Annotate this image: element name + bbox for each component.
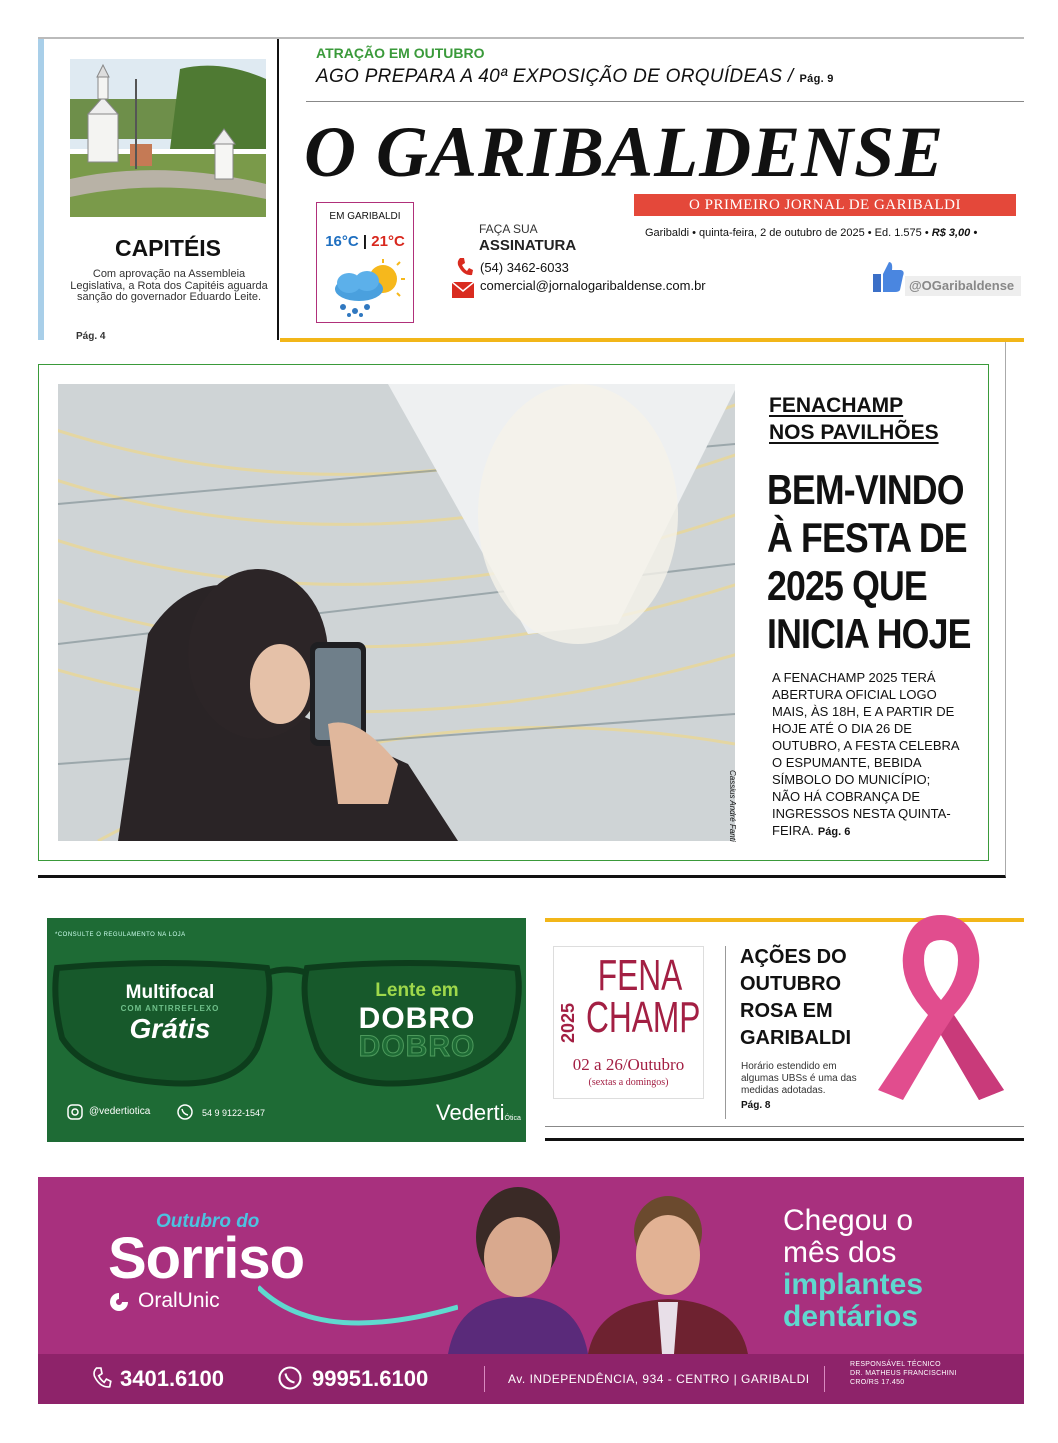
oral-address: Av. INDEPENDÊNCIA, 934 - CENTRO | GARIBALDI <box>508 1372 810 1386</box>
ad-vederti[interactable] <box>47 918 526 1142</box>
subscription-phone[interactable]: (54) 3462-6033 <box>480 260 569 275</box>
sidebar-page: Pág. 4 <box>76 331 106 342</box>
oral-brand: OralUnic <box>138 1289 220 1312</box>
main-headline-line: INICIA HOJE <box>767 610 971 657</box>
rosa-title-line: GARIBALDI <box>740 1027 852 1049</box>
ad-fine-print: *CONSULTE O REGULAMENTO NA LOJA <box>55 932 186 938</box>
fenachamp-logo <box>553 946 704 1099</box>
masthead-tagline: O PRIMEIRO JORNAL DE GARIBALDI <box>634 194 1016 216</box>
ad-left-3: Grátis <box>129 1013 211 1044</box>
oral-headline-4: dentários <box>783 1300 919 1333</box>
masthead-title: O GARIBALDENSE <box>304 112 945 192</box>
instagram-icon <box>67 1104 83 1120</box>
subscription-line1: FAÇA SUA <box>479 222 538 236</box>
weather-min: 16°C <box>325 233 359 250</box>
subscription-line2[interactable]: ASSINATURA <box>479 237 577 254</box>
sidebar-text: Com aprovação na Assembleia Legislativa, a Rota dos Capitéis aguarda sanção do governador Eduardo Leite. <box>70 268 268 303</box>
main-lead-text: A FENACHAMP 2025 TERÁ ABERTURA OFICIAL LOGO MAIS, ÀS 18H, E A PARTIR DE HOJE ATÉ O DIA 26 DE OUTUBRO, A FESTA CELEBRA O ESPUMANTE, BEBIDA SÍMBOLO DO MUNICÍPIO; NÃO HÁ COBRANÇA DE INGRESSOS NESTA QUINTA-FEIRA. <box>772 670 959 838</box>
weather-sep: | <box>362 233 368 250</box>
oral-big-title: Sorriso <box>108 1226 305 1291</box>
main-headline-line: BEM-VINDO <box>767 466 964 513</box>
oral-headline-top <box>783 1205 913 1269</box>
teaser-kicker: ATRAÇÃO EM OUTUBRO <box>316 45 485 61</box>
header-rule <box>306 101 1024 102</box>
fena-logo-year: 2025 <box>558 1002 578 1043</box>
rosa-bottom-rule-thick <box>545 1138 1024 1141</box>
weather-max: 21°C <box>371 233 405 250</box>
sidebar-title: CAPITÉIS <box>114 235 222 261</box>
ad-vederti-left <box>95 982 245 1045</box>
rosa-title-line: OUTUBRO <box>740 973 842 995</box>
chapel-photo <box>70 59 266 217</box>
teaser-headline-text: AGO PREPARA A 40ª EXPOSIÇÃO DE ORQUÍDEAS / <box>316 66 794 87</box>
ad-right-1: Lente em <box>375 980 459 1001</box>
main-kicker-line1: FENACHAMP <box>769 394 904 417</box>
photo-credit: Cassius André Fanti <box>728 770 737 842</box>
thumbs-up-icon <box>873 260 905 294</box>
oral-resp-2: DR. MATHEUS FRANCISCHINI <box>850 1370 957 1377</box>
sidebar-teaser[interactable] <box>38 39 279 340</box>
ad-brand-name: Vederti <box>436 1100 505 1125</box>
weather-box <box>316 202 414 323</box>
dateline <box>645 227 977 239</box>
oral-resp-3: CRO/RS 17.450 <box>850 1379 905 1386</box>
fena-logo-dates: 02 a 26/Outubro <box>572 1055 685 1074</box>
oralunic-logo-icon <box>108 1291 130 1313</box>
whatsapp-icon <box>278 1366 302 1390</box>
rosa-bottom-rule <box>545 1126 1024 1127</box>
oral-headline-2: mês dos <box>783 1236 897 1269</box>
weather-label: EM GARIBALDI <box>329 211 401 222</box>
main-lead <box>772 669 960 841</box>
ad-instagram: @vedertiotica <box>89 1106 151 1117</box>
phone-icon <box>92 1367 112 1389</box>
oral-headline-bottom <box>783 1269 923 1333</box>
main-story-photo <box>58 384 735 841</box>
main-headline-line: À FESTA DE <box>767 514 967 561</box>
rosa-separator <box>725 946 726 1119</box>
doctors-photo <box>438 1177 768 1354</box>
teaser-page: Pág. 9 <box>799 73 834 85</box>
main-page: Pág. 6 <box>817 826 851 838</box>
oral-phone-1[interactable]: 3401.6100 <box>120 1366 224 1391</box>
ad-right-2: DOBRO <box>358 1002 476 1035</box>
oral-separator <box>484 1366 485 1392</box>
ad-left-2: COM ANTIRREFLEXO <box>120 1004 220 1013</box>
oral-responsible <box>850 1360 957 1387</box>
mail-icon <box>452 282 474 298</box>
pink-ribbon-icon <box>858 905 1024 1105</box>
fena-logo-line2: CHAMP <box>586 993 701 1042</box>
ad-brand-sub: Ótica <box>504 1115 521 1122</box>
fena-logo-line1: FENA <box>597 951 683 1000</box>
rain-sun-icon <box>329 259 405 317</box>
ad-oralunic[interactable] <box>38 1177 1024 1404</box>
oral-phone-2[interactable]: 99951.6100 <box>312 1366 429 1391</box>
rosa-page: Pág. 8 <box>741 1100 771 1111</box>
whatsapp-icon <box>177 1104 193 1120</box>
ad-vederti-right <box>337 980 497 1064</box>
dateline-text: Garibaldi • quinta-feira, 2 de outubro de 2025 • Ed. 1.575 • <box>645 227 929 239</box>
main-headline-line: 2025 QUE <box>767 562 927 609</box>
weather-temps <box>317 233 413 250</box>
social-handle[interactable]: @OGaribaldense <box>905 276 1021 296</box>
subscription-email[interactable]: comercial@jornalogaribaldense.com.br <box>480 278 706 293</box>
fena-logo-days: (sextas a domingos) <box>588 1077 669 1088</box>
ad-right-3: DOBRO <box>358 1030 476 1063</box>
phone-icon <box>457 257 473 277</box>
ad-left-1: Multifocal <box>125 982 215 1003</box>
oral-headline-1: Chegou o <box>783 1204 914 1237</box>
fena-logo-text <box>586 951 701 1042</box>
ad-vederti-brand <box>436 1100 521 1126</box>
oral-separator <box>824 1366 825 1392</box>
main-kicker <box>769 392 939 446</box>
oral-small-title: Outubro do <box>156 1211 260 1232</box>
oral-headline-3: implantes <box>783 1268 924 1301</box>
rosa-text: Horário estendido em algumas UBSs é uma das medidas adotadas. <box>741 1061 857 1096</box>
rosa-title-line: ROSA EM <box>740 1000 833 1022</box>
oral-resp-1: RESPONSÁVEL TÉCNICO <box>850 1361 941 1368</box>
main-kicker-line2: NOS PAVILHÕES <box>769 421 939 444</box>
swoosh-graphic <box>258 1277 458 1337</box>
price: R$ 3,00 • <box>931 227 978 239</box>
rosa-title-line: AÇÕES DO <box>740 946 847 968</box>
teaser-headline[interactable] <box>316 66 834 88</box>
main-headline[interactable] <box>767 466 988 658</box>
ad-whatsapp: 54 9 9122-1547 <box>202 1108 266 1118</box>
rosa-title[interactable] <box>740 944 851 1052</box>
